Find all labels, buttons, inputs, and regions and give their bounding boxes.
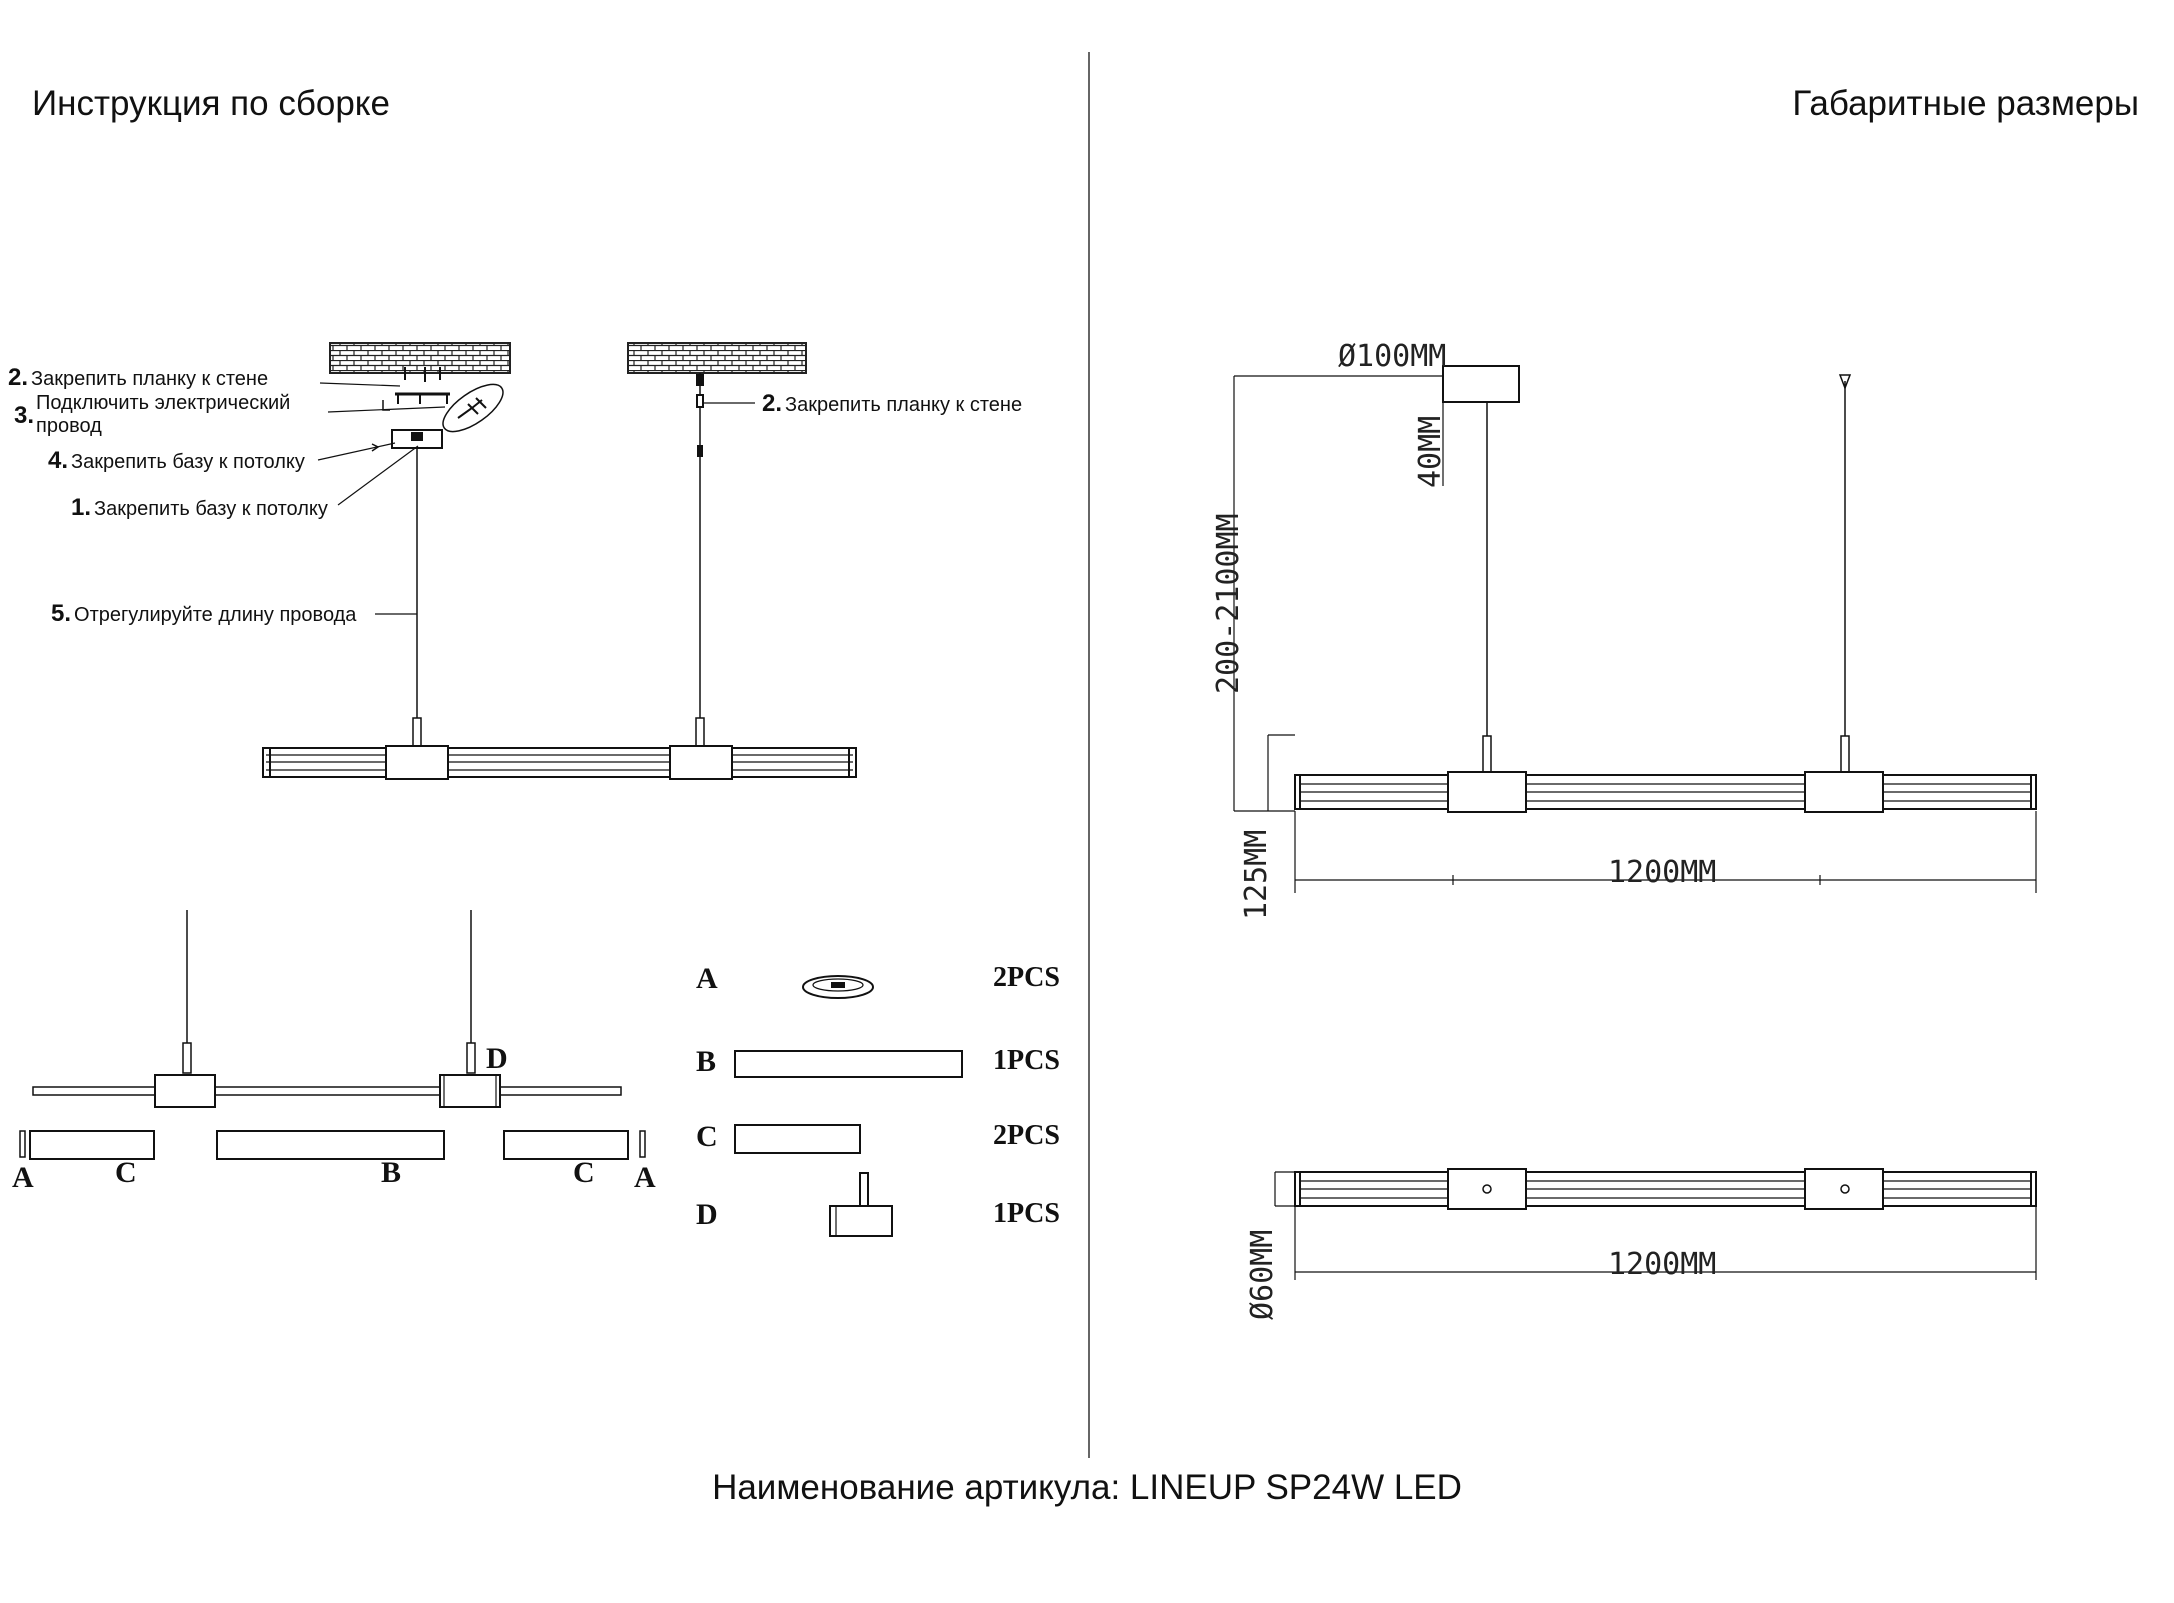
- exploded-label-c-left: C: [115, 1156, 137, 1189]
- part-d-assembled: [440, 1075, 500, 1107]
- part-d-qty: 1PCS: [993, 1198, 1060, 1229]
- step-4-label: 4. Закрепить базу к потолку: [48, 447, 305, 474]
- part-d-letter: D: [696, 1198, 718, 1231]
- exploded-label-a-left: A: [12, 1161, 34, 1194]
- exploded-label-d: D: [486, 1042, 508, 1075]
- dim-body-height: 125MM: [1239, 829, 1274, 920]
- step-2-label-left: 2. Закрепить планку к стене: [8, 364, 269, 391]
- part-a-qty: 2PCS: [993, 962, 1060, 993]
- part-b: [217, 1131, 444, 1159]
- part-b-qty: 1PCS: [993, 1045, 1060, 1076]
- part-a-letter: A: [696, 962, 718, 995]
- ceiling-left: [330, 343, 510, 373]
- part-c-icon: [735, 1125, 860, 1153]
- parts-list-icons: [735, 976, 962, 1236]
- part-c-right: [504, 1131, 628, 1159]
- part-a-left: [20, 1131, 25, 1157]
- part-c-left: [30, 1131, 154, 1159]
- step-3-label: 3. Подключить электрический провод: [14, 392, 291, 437]
- part-a-right: [640, 1131, 645, 1157]
- exploded-connector-left: [155, 1075, 215, 1107]
- article-name: Наименование артикула: LINEUP SP24W LED: [712, 1468, 1462, 1507]
- canopy-side: [1443, 366, 1519, 402]
- step-5-label: 5. Отрегулируйте длину провода: [51, 600, 357, 627]
- ceiling-right: [628, 343, 806, 373]
- exploded-label-a-right: A: [634, 1161, 656, 1194]
- part-b-icon: [735, 1051, 962, 1077]
- dim-cable-length: 200-2100MM: [1211, 513, 1246, 694]
- dim-canopy-diameter: Ø100MM: [1338, 339, 1447, 374]
- step-1-label: 1. Закрепить базу к потолку: [71, 494, 328, 521]
- front-view: [1234, 366, 2036, 893]
- part-d-icon: [830, 1206, 892, 1236]
- part-b-letter: B: [696, 1045, 717, 1078]
- part-c-letter: C: [696, 1120, 718, 1153]
- exploded-view: [20, 910, 645, 1159]
- step-2-label-right: 2. Закрепить планку к стене: [762, 390, 1023, 417]
- dim-length-front: 1200MM: [1608, 855, 1717, 890]
- dim-canopy-height: 40MM: [1413, 415, 1448, 488]
- exploded-label-c-right: C: [573, 1156, 595, 1189]
- dim-body-diameter: Ø60MM: [1245, 1229, 1280, 1320]
- dimensions-title: Габаритные размеры: [1792, 84, 2139, 123]
- assembly-title: Инструкция по сборке: [32, 84, 390, 123]
- exploded-label-b: B: [381, 1156, 402, 1189]
- part-c-qty: 2PCS: [993, 1120, 1060, 1151]
- dim-length-top: 1200MM: [1608, 1247, 1717, 1282]
- exploded-rail: [33, 1087, 621, 1095]
